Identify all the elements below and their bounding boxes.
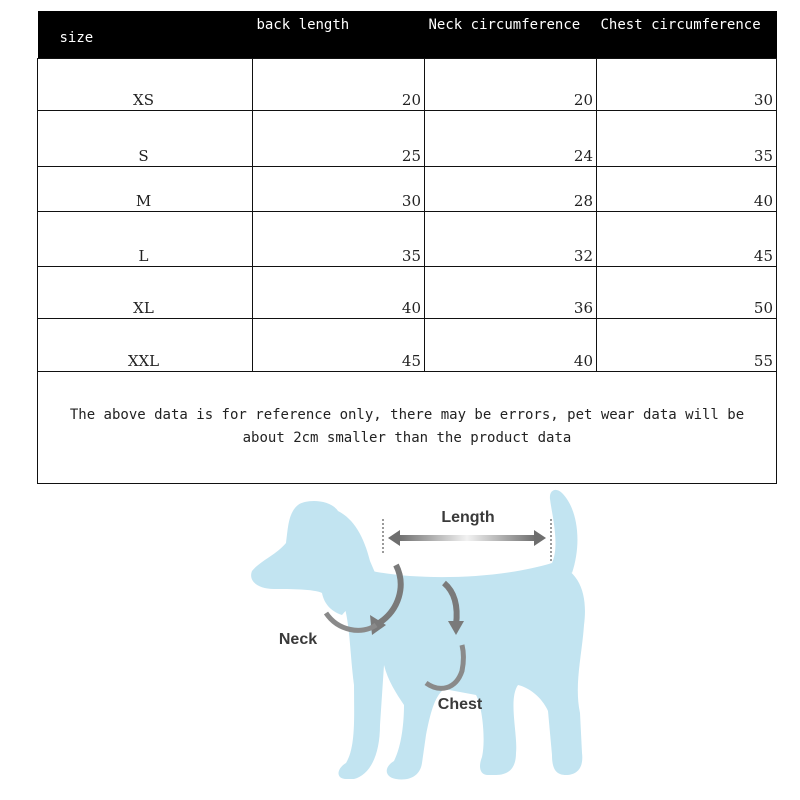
chest-cell: 55	[597, 318, 777, 371]
chest-cell: 45	[597, 211, 777, 266]
size-chart-table	[37, 11, 777, 484]
header-row	[38, 11, 777, 58]
table-row	[38, 211, 777, 266]
header-neck-circumference: Neck circumference	[425, 11, 597, 58]
length-label: Length	[441, 509, 495, 526]
table-row	[38, 110, 777, 166]
neck-cell: 36	[425, 266, 597, 318]
table-row	[38, 166, 777, 211]
table-row	[38, 266, 777, 318]
back-length-cell: 40	[253, 266, 425, 318]
table-row	[38, 58, 777, 110]
neck-cell: 32	[425, 211, 597, 266]
neck-cell: 40	[425, 318, 597, 371]
size-cell: L	[38, 211, 253, 266]
back-length-cell: 30	[253, 166, 425, 211]
header-back-length: back length	[253, 11, 425, 58]
chest-cell: 40	[597, 166, 777, 211]
neck-cell: 20	[425, 58, 597, 110]
neck-label: Neck	[278, 631, 318, 648]
back-length-cell: 25	[253, 110, 425, 166]
size-cell: XXL	[38, 318, 253, 371]
size-cell: XL	[38, 266, 253, 318]
chest-label: Chest	[437, 696, 483, 713]
back-length-cell: 20	[253, 58, 425, 110]
size-cell: M	[38, 166, 253, 211]
size-cell: XS	[38, 58, 253, 110]
table-row	[38, 318, 777, 371]
note-row	[38, 371, 777, 483]
back-length-cell: 35	[253, 211, 425, 266]
size-cell: S	[38, 110, 253, 166]
header-size: size	[38, 11, 253, 58]
header-chest-circumference: Chest circumference	[597, 11, 777, 58]
chest-cell: 50	[597, 266, 777, 318]
neck-cell: 28	[425, 166, 597, 211]
chest-cell: 30	[597, 58, 777, 110]
reference-note: The above data is for reference only, there may be errors, pet wear data will be about 2cm smaller than the product data	[38, 371, 777, 483]
dog-measurement-figure	[230, 485, 630, 795]
back-length-cell: 45	[253, 318, 425, 371]
chest-cell: 35	[597, 110, 777, 166]
neck-cell: 24	[425, 110, 597, 166]
